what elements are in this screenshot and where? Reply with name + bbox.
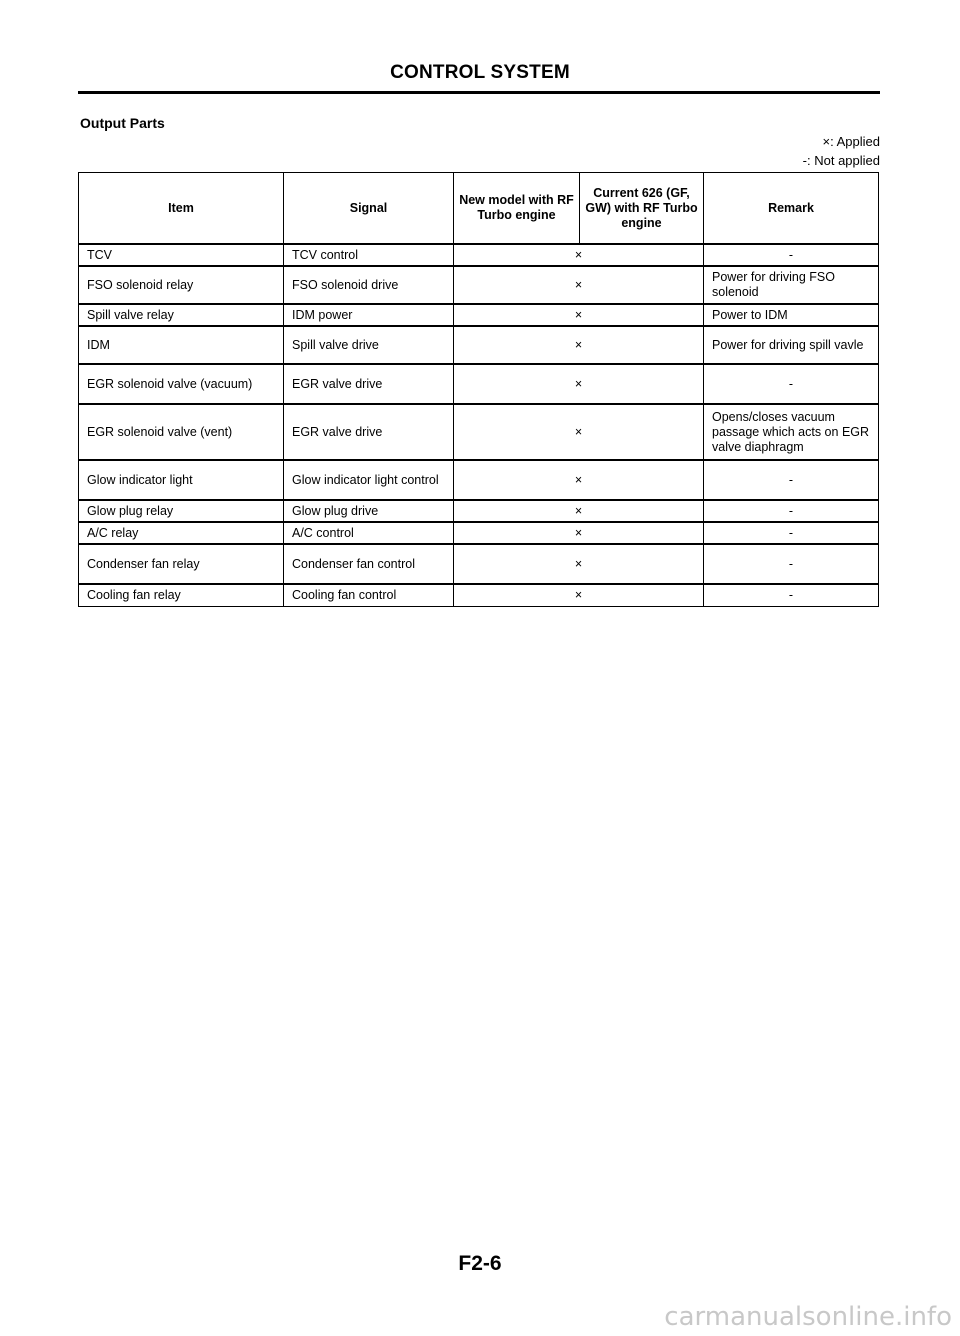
cell-remark: - — [704, 584, 879, 606]
table-row — [79, 304, 879, 326]
cell-item: EGR solenoid valve (vent) — [79, 404, 284, 460]
table-row — [79, 522, 879, 544]
header-rule — [78, 91, 880, 94]
table-row — [79, 244, 879, 266]
cell-item: Glow indicator light — [79, 460, 284, 500]
cell-applied: × — [454, 244, 704, 266]
cell-applied: × — [454, 304, 704, 326]
cell-signal: Glow plug drive — [284, 500, 454, 522]
cell-remark: - — [704, 244, 879, 266]
cell-signal: IDM power — [284, 304, 454, 326]
cell-signal: A/C control — [284, 522, 454, 544]
cell-remark: - — [704, 460, 879, 500]
cell-signal: FSO solenoid drive — [284, 266, 454, 304]
cell-signal: Cooling fan control — [284, 584, 454, 606]
column-header-signal: Signal — [284, 173, 454, 245]
section-title: Output Parts — [80, 115, 165, 131]
cell-item: Cooling fan relay — [79, 584, 284, 606]
table-row — [79, 584, 879, 606]
page-number: F2-6 — [458, 1252, 502, 1275]
cell-remark: Power for driving FSO solenoid — [704, 266, 879, 304]
cell-applied: × — [454, 364, 704, 404]
cell-signal: Spill valve drive — [284, 326, 454, 364]
cell-remark: Power for driving spill vavle — [704, 326, 879, 364]
cell-item: FSO solenoid relay — [79, 266, 284, 304]
cell-applied: × — [454, 460, 704, 500]
page-header-title: CONTROL SYSTEM — [390, 62, 570, 83]
cell-remark: - — [704, 522, 879, 544]
cell-item: EGR solenoid valve (vacuum) — [79, 364, 284, 404]
table-row — [79, 266, 879, 304]
cell-applied: × — [454, 544, 704, 584]
column-header-item: Item — [79, 173, 284, 245]
cell-signal: Condenser fan control — [284, 544, 454, 584]
legend-applied: ×: Applied — [822, 134, 880, 149]
cell-signal: EGR valve drive — [284, 404, 454, 460]
column-header-new-model: New model with RF Turbo engine — [454, 173, 580, 245]
cell-applied: × — [454, 584, 704, 606]
cell-applied: × — [454, 404, 704, 460]
cell-remark: - — [704, 544, 879, 584]
cell-signal: TCV control — [284, 244, 454, 266]
table-row — [79, 404, 879, 460]
cell-signal: Glow indicator light control — [284, 460, 454, 500]
cell-applied: × — [454, 500, 704, 522]
table-header-row — [79, 173, 879, 245]
cell-remark: Opens/closes vacuum passage which acts on EGR valve diaphragm — [704, 404, 879, 460]
cell-applied: × — [454, 266, 704, 304]
cell-item: A/C relay — [79, 522, 284, 544]
cell-signal: EGR valve drive — [284, 364, 454, 404]
output-parts-table — [78, 172, 879, 607]
cell-remark: - — [704, 364, 879, 404]
cell-item: Condenser fan relay — [79, 544, 284, 584]
cell-item: IDM — [79, 326, 284, 364]
cell-applied: × — [454, 326, 704, 364]
cell-remark: Power to IDM — [704, 304, 879, 326]
legend-not-applied: -: Not applied — [802, 153, 880, 168]
column-header-current-626: Current 626 (GF, GW) with RF Turbo engine — [580, 173, 704, 245]
column-header-remark: Remark — [704, 173, 879, 245]
cell-item: TCV — [79, 244, 284, 266]
cell-applied: × — [454, 522, 704, 544]
legend — [803, 132, 880, 170]
table-row — [79, 364, 879, 404]
table-row — [79, 500, 879, 522]
table-row — [79, 326, 879, 364]
cell-item: Glow plug relay — [79, 500, 284, 522]
table-row — [79, 544, 879, 584]
cell-item: Spill valve relay — [79, 304, 284, 326]
cell-remark: - — [704, 500, 879, 522]
table-row — [79, 460, 879, 500]
watermark: carmanualsonline.info — [664, 1302, 952, 1332]
